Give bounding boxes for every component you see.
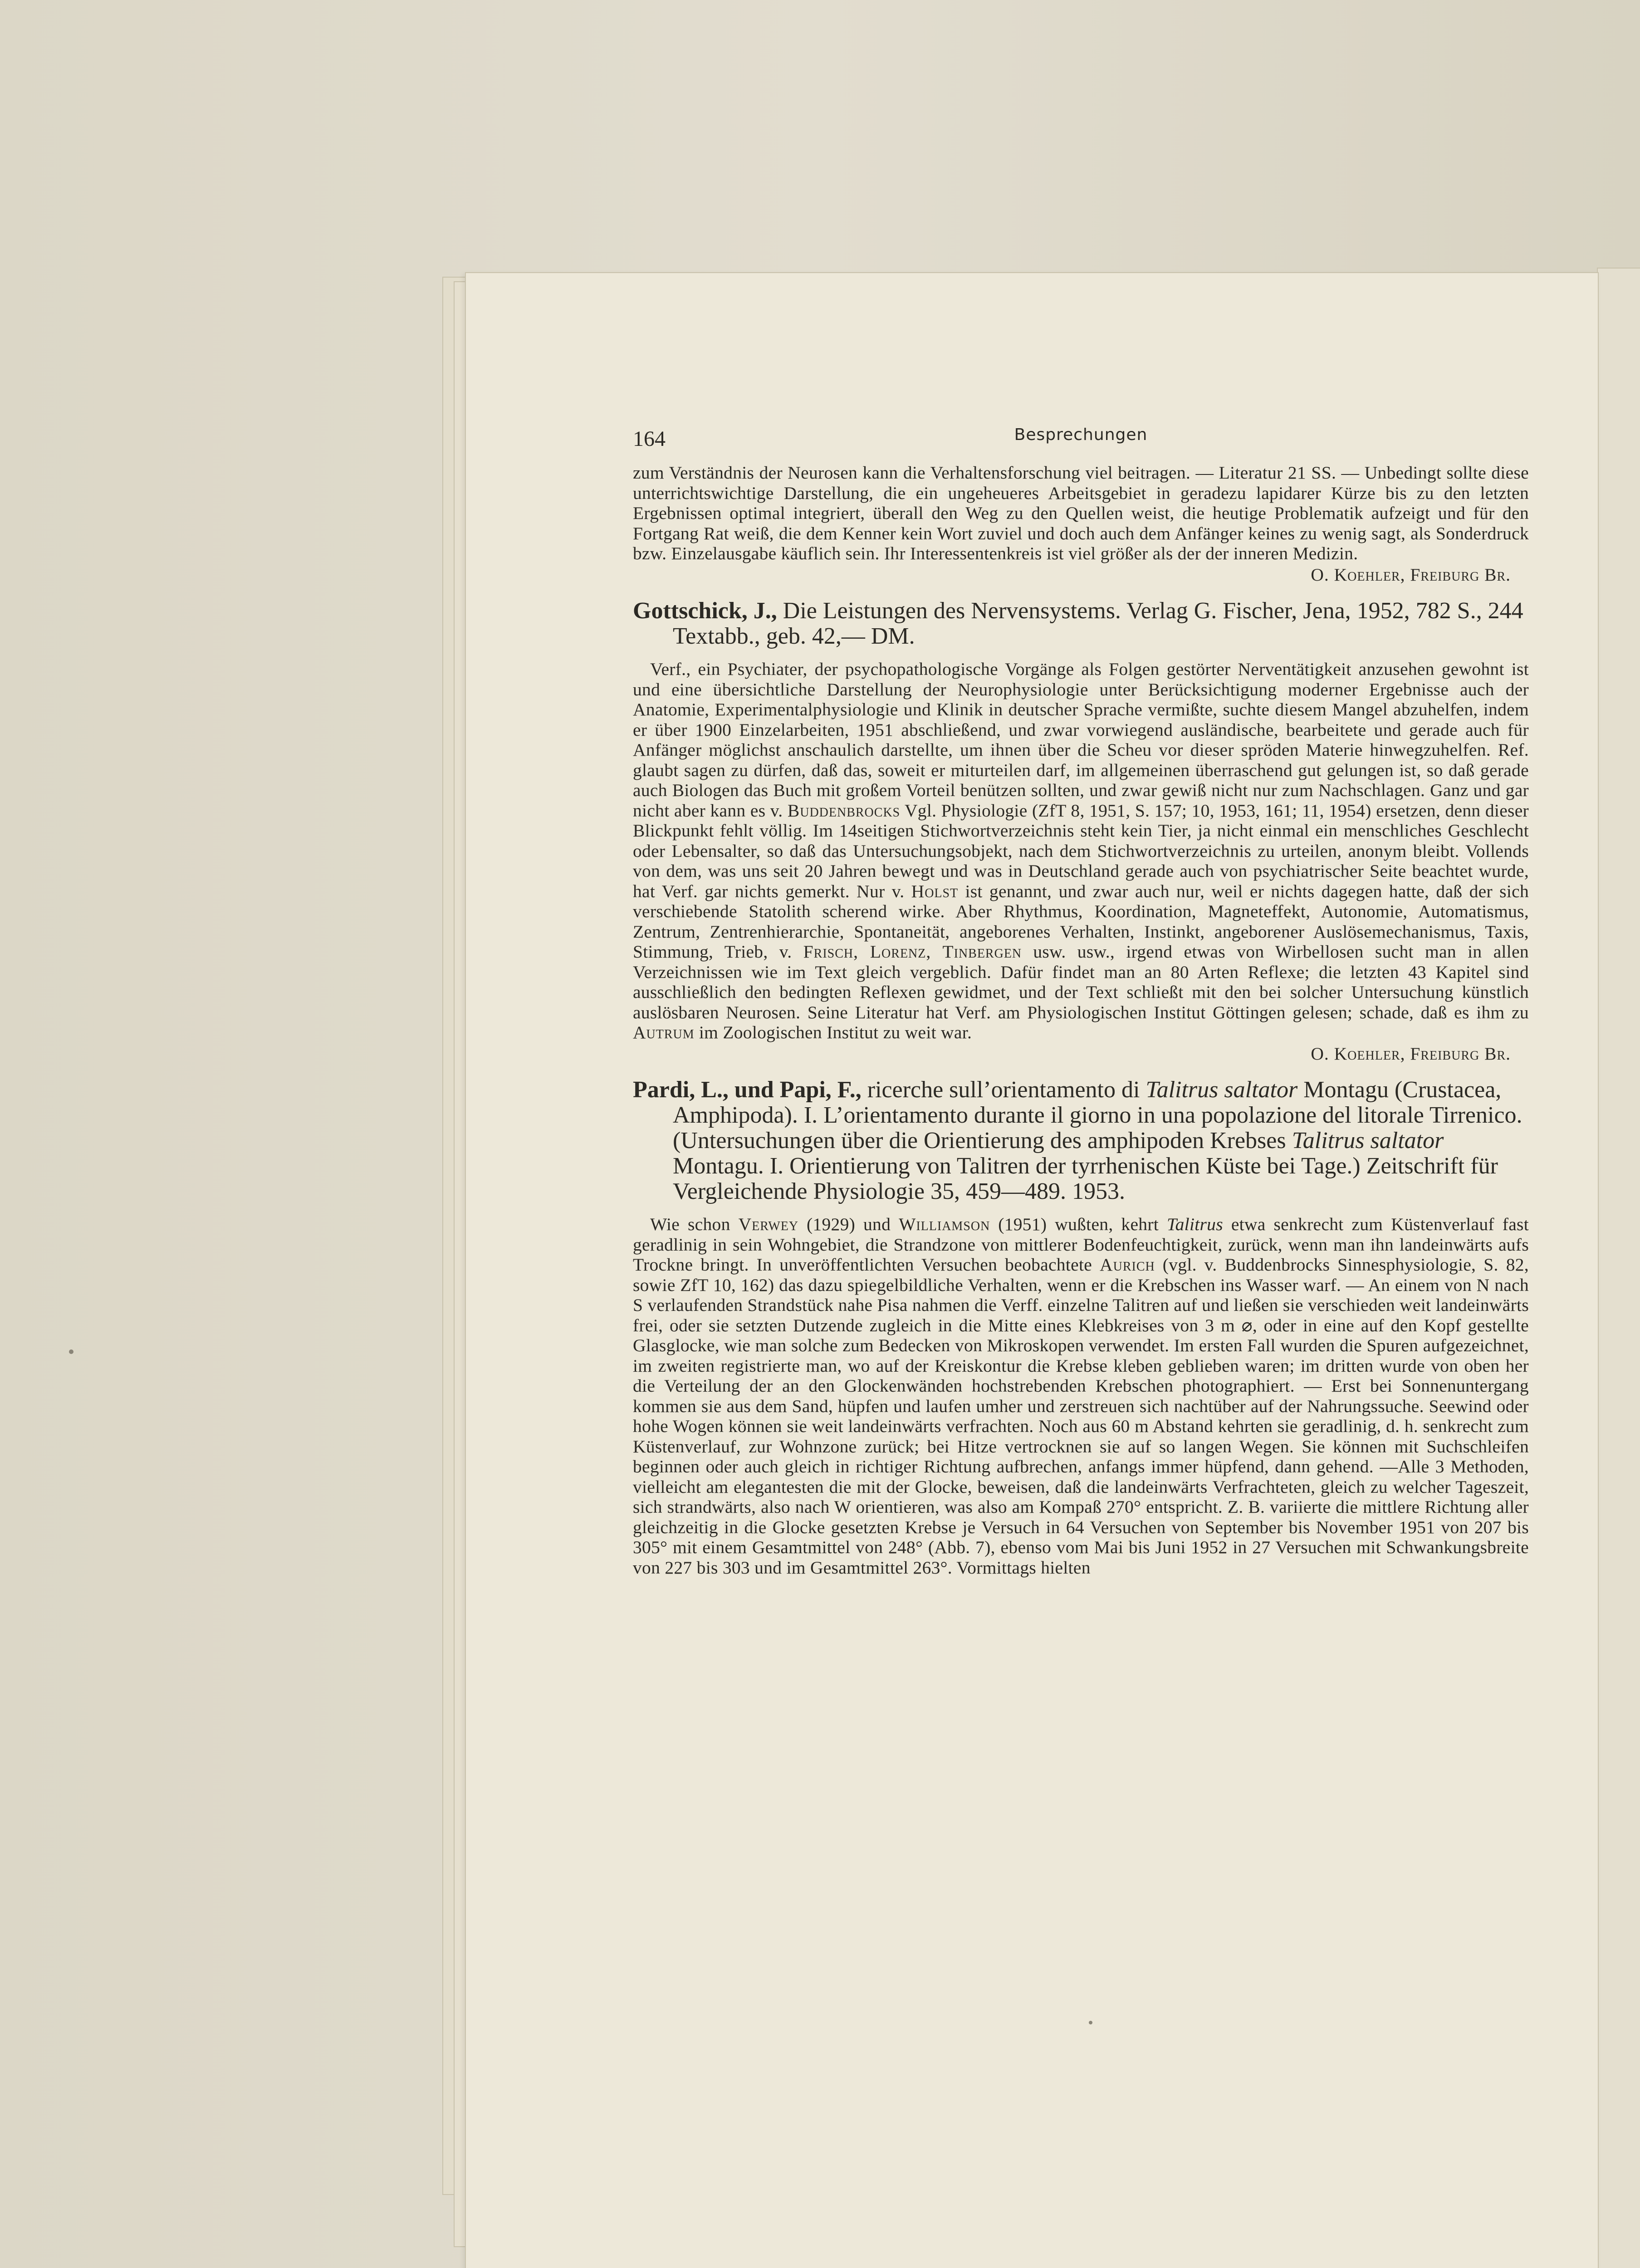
review-heading-gottschick [633, 598, 1529, 649]
intro-section [633, 463, 1529, 564]
genus-name: Talitrus [1166, 1214, 1223, 1234]
cited-name: Williamson [899, 1214, 990, 1234]
intro-paragraph: zum Verständnis der Neurosen kann die Verhaltensforschung viel beitragen. — Literatur 21 SS. — Unbedingt sollte diese unterrichtswichtige Darstellung, die ein ungeheueres Arbeitsgebiet in geradezu lapidarer Kürze bis zu den letzten Ergebnissen optimal integriert, überall den Weg zu den Quellen weist, die heutige Problematik aufzeigt und für den Fortgang Rat weiß, die dem Kenner kein Wort zuviel und doch auch dem Anfänger keines zu wenig sagt, als Sonderdruck bzw. Einzelausgabe käuflich sein. Ihr Interessentenkreis ist viel größer als der der inneren Medizin. [633, 463, 1529, 563]
review-paragraph: Wie schon Verwey (1929) und Williamson (1951) wußten, kehrt Talitrus etwa senkrecht zum Küstenverlauf fast geradlinig in sein Wohngebiet, die Strandzone von mittlerer Bodenfeuchtigkeit, zurück, wenn man ihn landeinwärts aufs Trockne bringt. In unveröffentlichten Versuchen beobachtete Aurich (vgl. v. Buddenbrocks Sinnesphysiologie, S. 82, sowie ZfT 10, 162) das dazu spiegelbildliche Verhalten, wenn er die Krebschen ins Wasser warf. — An einem von N nach S verlaufenden Strandstück nahe Pisa nahmen die Verff. einzelne Talitren auf und ließen sie verschieden weit landeinwärts frei, oder sie setzten Dutzende zugleich in die Mitte eines Klebkreises von 3 m ⌀, oder in eine auf den Kopf gestellte Glasglocke, wie man solche zum Bedecken von Mikroskopen verwendet. Im ersten Fall wurden die Spuren aufgezeichnet, im zweiten registrierte man, wo auf der Kreiskontur die Krebse kleben geblieben waren; im dritten wurde von oben her die Verteilung der an den Glockenwänden hochstrebenden Krebschen photographiert. — Erst bei Sonnenuntergang kommen sie aus dem Sand, hüpfen und laufen umher und zerstreuen sich nachtüber auf der Nahrungssuche. Seewind oder hohe Wogen können sie weit landeinwärts verfrachten. Noch aus 60 m Abstand kehrten sie geradlinig, d. h. senkrecht zum Küstenverlauf, zur Wohnzone zurück; bei Hitze vertrocknen sie auf so langen Wegen. Sie können mit Suchschleifen beginnen oder auch gleich in richtiger Richtung aufbrechen, anfangs immer hüpfend, dann gehend. —Alle 3 Methoden, vielleicht am elegantesten die mit der Glocke, beweisen, daß die landeinwärts Verfrachteten, gleich zu welcher Tageszeit, sich strandwärts, also nach W orientieren, was also am Kompaß 270° entspricht. Z. B. variierte die mittlere Richtung aller gleichzeitig in die Glocke gesetzten Krebse je Versuch in 64 Versuchen von September bis November 1951 von 207 bis 305° mit einem Gesamtmittel von 248° (Abb. 7), ebenso vom Mai bis Juni 1952 in 27 Versuchen mit Schwankungsbreite von 227 bis 303 und im Gesamtmittel 263°. Vormittags hielten [633, 1214, 1529, 1578]
speck [1089, 2021, 1092, 2024]
review-body-pardi-papi [633, 1214, 1529, 1578]
species-name: Talitrus saltator [1292, 1128, 1444, 1154]
cited-name: Autrum [633, 1022, 695, 1042]
cited-name: Verwey [738, 1214, 799, 1234]
cited-name: Frisch, Lorenz, Tinbergen [803, 942, 1022, 962]
review-author: Gottschick, J., [633, 598, 777, 624]
review-heading-pardi-papi: Pardi, L., und Papi, F., ricerche sull’orientamento di Talitrus saltator Montagu (Crustacea, Amphipoda). I. L’orientamento durante il giorno in una popolazione del litorale Tirrenico. (Untersuchungen über die Orientierung des amphipoden Krebses Talitrus saltator Montagu. I. Orientierung von Talitren der tyrrhenischen Küste bei Tage.) Zeitschrift für Vergleichende Physiologie 35, 459—489. 1953. [633, 1077, 1523, 1204]
review-body-gottschick [633, 659, 1529, 1043]
review-citation: Die Leistungen des Nervensystems. Verlag G. Fischer, Jena, 1952, 782 S., 244 Textabb., geb. 42,— DM. [673, 598, 1523, 649]
page-number: 164 [633, 427, 666, 451]
cited-name: Holst [911, 881, 959, 901]
species-name: Talitrus saltator [1146, 1077, 1298, 1103]
review-signature: O. Koehler, Freiburg Br. [1311, 1043, 1511, 1064]
page-content [633, 417, 1529, 1923]
intro-signature: O. Koehler, Freiburg Br. [1311, 564, 1511, 585]
review-author: Pardi, L., und Papi, F., [633, 1077, 862, 1103]
cited-name: Buddenbrocks [787, 800, 901, 821]
cited-name: Aurich [1100, 1255, 1155, 1275]
review-paragraph: Verf., ein Psychiater, der psychopathologische Vorgänge als Folgen gestörter Nerventätigkeit anzusehen gewohnt ist und eine übersichtliche Darstellung der Neurophysiologie unter Berücksichtigung moderner Ergebnisse auch der Anatomie, Experimentalphysiologie und Klinik in deutscher Sprache vermißte, suchte diesem Mangel abzuhelfen, indem er über 1900 Einzelarbeiten, 1951 abschließend, und zwar vorwiegend ausländische, bearbeitete und gerade auch für Anfänger möglichst anschaulich darstellte, um ihnen über die Scheu vor dieser spröden Materie hinwegzuhelfen. Ref. glaubt sagen zu dürfen, daß das, soweit er miturteilen darf, im allgemeinen überraschend gut gelungen ist, so daß gerade auch Biologen das Buch mit großem Vorteil benützen sollten, und zwar gewiß nicht nur zum Nachschlagen. Ganz und gar nicht aber kann es v. Buddenbrocks Vgl. Physiologie (ZfT 8, 1951, S. 157; 10, 1953, 161; 11, 1954) ersetzen, denn dieser Blickpunkt fehlt völlig. Im 14seitigen Stichwortverzeichnis steht kein Tier, ja nicht einmal ein menschliches Geschlecht oder Lebensalter, so daß das Untersuchungsobjekt, nach dem Stichwortverzeichnis zu urteilen, anonym bleibt. Vollends von dem, was uns seit 20 Jahren bewegt und was in Deutschland gerade auch von psychiatrischer Seite beachtet wurde, hat Verf. gar nichts gemerkt. Nur v. Holst ist genannt, und zwar auch nur, weil er nichts dagegen hatte, daß der sich verschiebende Statolith scherend wirke. Aber Rhythmus, Koordination, Magneteffekt, Autonomie, Automatismus, Zentrum, Zentrenhierarchie, Spontaneität, angeborenes Verhalten, Instinkt, angeborener Auslösemechanismus, Taxis, Stimmung, Trieb, v. Frisch, Lorenz, Tinbergen usw. usw., irgend etwas von Wirbellosen sucht man in allen Verzeichnissen wie im Text gleich vergeblich. Dafür findet man an 80 Arten Reflexe; die letzten 43 Kapitel sind ausschließlich den bedingten Reflexen gewidmet, und der Text schließt mit den bei solcher Untersuchung künstlich auslösbaren Neurosen. Seine Literatur hat Verf. am Physiologischen Institut Göttingen gelesen; schade, daß es ihm zu Autrum im Zoologischen Institut zu weit war. [633, 659, 1529, 1042]
running-title: Besprechungen [1014, 425, 1148, 444]
speck [69, 1349, 73, 1354]
page-header [633, 417, 1529, 463]
facing-page-edge [1597, 268, 1640, 2268]
